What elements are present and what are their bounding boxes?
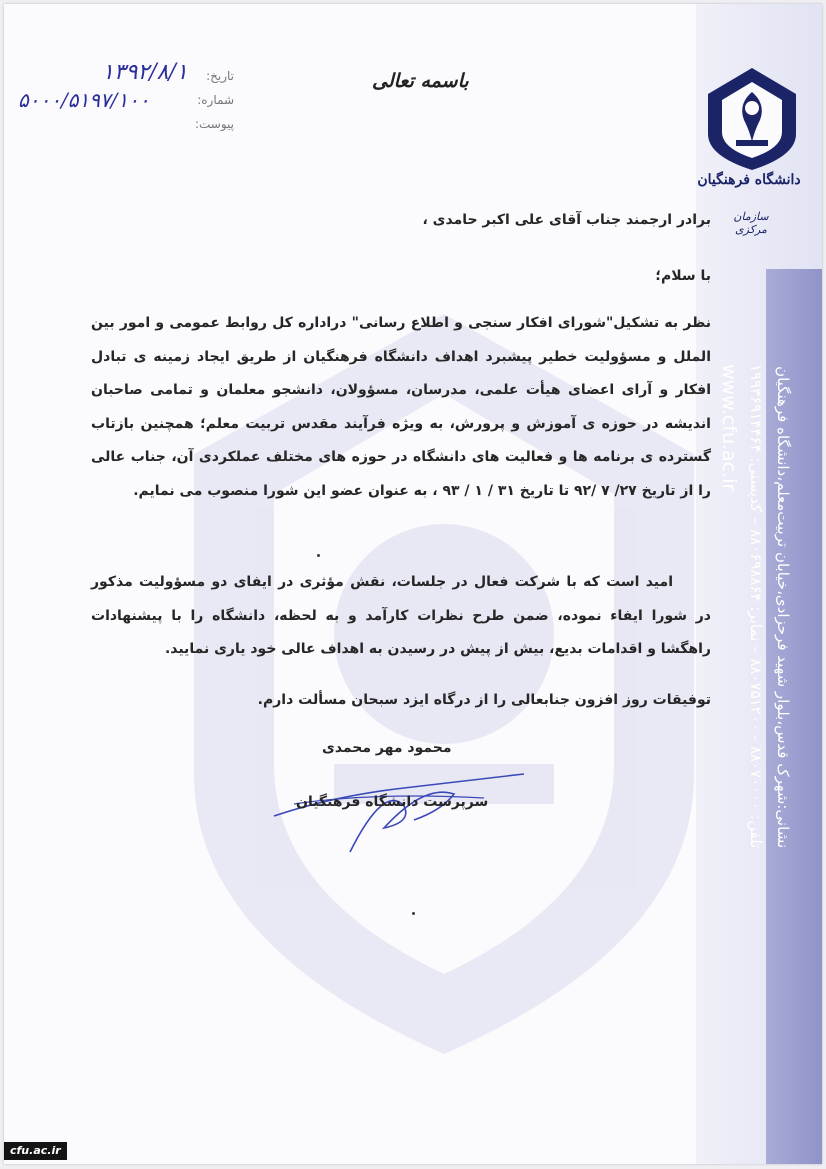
attachment-label: پیوست:: [194, 117, 234, 131]
logo-subtitle: سازمان مرکزی: [733, 210, 769, 236]
greeting: با سلام؛: [655, 268, 711, 284]
body-paragraph-2: امید است که با شرکت فعال در جلسات، نقش مؤثری در ایفای دو مسؤولیت مذکور در شورا ایفاء نموده، ضمن طرح نظرات کارآمد و به لحظه، دانشگاه را با پیشنهادات راهگشا و اقدامات بدیع، بیش از پیش در رسیدن به اهداف عالی خود یاری نمایید.: [91, 574, 711, 657]
closing-line: توفیقات روز افزون جنابعالی را از درگاه ایزد سبحان مسألت دارم.: [257, 692, 711, 708]
university-logo-icon: [704, 64, 800, 174]
signer-title: سرپرست دانشگاه فرهنگیان: [296, 794, 489, 810]
date-value: ۱۳۹۲/۸/۱: [102, 60, 188, 85]
phone-text: تلفن: ۸۸۰۷۰۰۰۰ - ۸۸۰۷۵۱۲۰۰ – نمابر: ۸۸۰۶۹۸۸۶۴ – کدپستی: ۱۹۹۳۶۹۱۴۴۶۴: [747, 364, 765, 849]
addressee: برادر ارجمند جناب آقای علی اکبر حامدی ،: [422, 212, 711, 228]
number-value: ۵۰۰۰/۵۱۹۷/۱۰۰: [18, 88, 150, 112]
date-label: تاریخ:: [206, 69, 234, 83]
address-text: نشانی:شهرک قدس،بلوار شهید فرحزادی،خیابان تربیت‌معلم،دانشگاه فرهنگیان: [774, 366, 792, 849]
letter-page: [4, 4, 822, 1164]
header-fields: [192, 64, 234, 136]
source-badge: cfu.ac.ir: [4, 1142, 67, 1160]
website-text: www.cfu.ac.ir: [718, 364, 740, 492]
contact-info: [715, 364, 796, 848]
body-paragraph-1: نظر به تشکیل"شورای افکار سنجی و اطلاع رسانی" دراداره کل روابط عمومی و امور بین الملل و مسؤولیت خطیر پیشبرد اهداف دانشگاه فرهنگیان از طریق ایجاد زمینه ی تبادل افکار و آرای اعضای هیأت علمی، مدرسان، مسؤولان، دانشجو معلمان و تمامی صاحبان اندیشه در حوزه ی آموزش و پرورش، به ویژه فرآیند مقدس تربیت معلم؛ همچنین بازتاب گسترده ی برنامه ها و فعالیت های دانشگاه در حوزه های مختلف عملکردی آن، جناب عالی را از تاریخ ۲۷/ ۷ /۹۲ تا تاریخ ۳۱ / ۱ / ۹۳ ، به عنوان عضو این شورا منصوب می نمایم.: [91, 315, 711, 499]
number-label: شماره:: [197, 93, 234, 107]
signer-name: محمود مهر محمدی: [322, 740, 452, 756]
speck: [412, 912, 415, 915]
logo-name: دانشگاه فرهنگیان: [697, 172, 801, 188]
speck: [317, 554, 320, 557]
letter-heading: باسمه تعالی: [372, 70, 469, 92]
